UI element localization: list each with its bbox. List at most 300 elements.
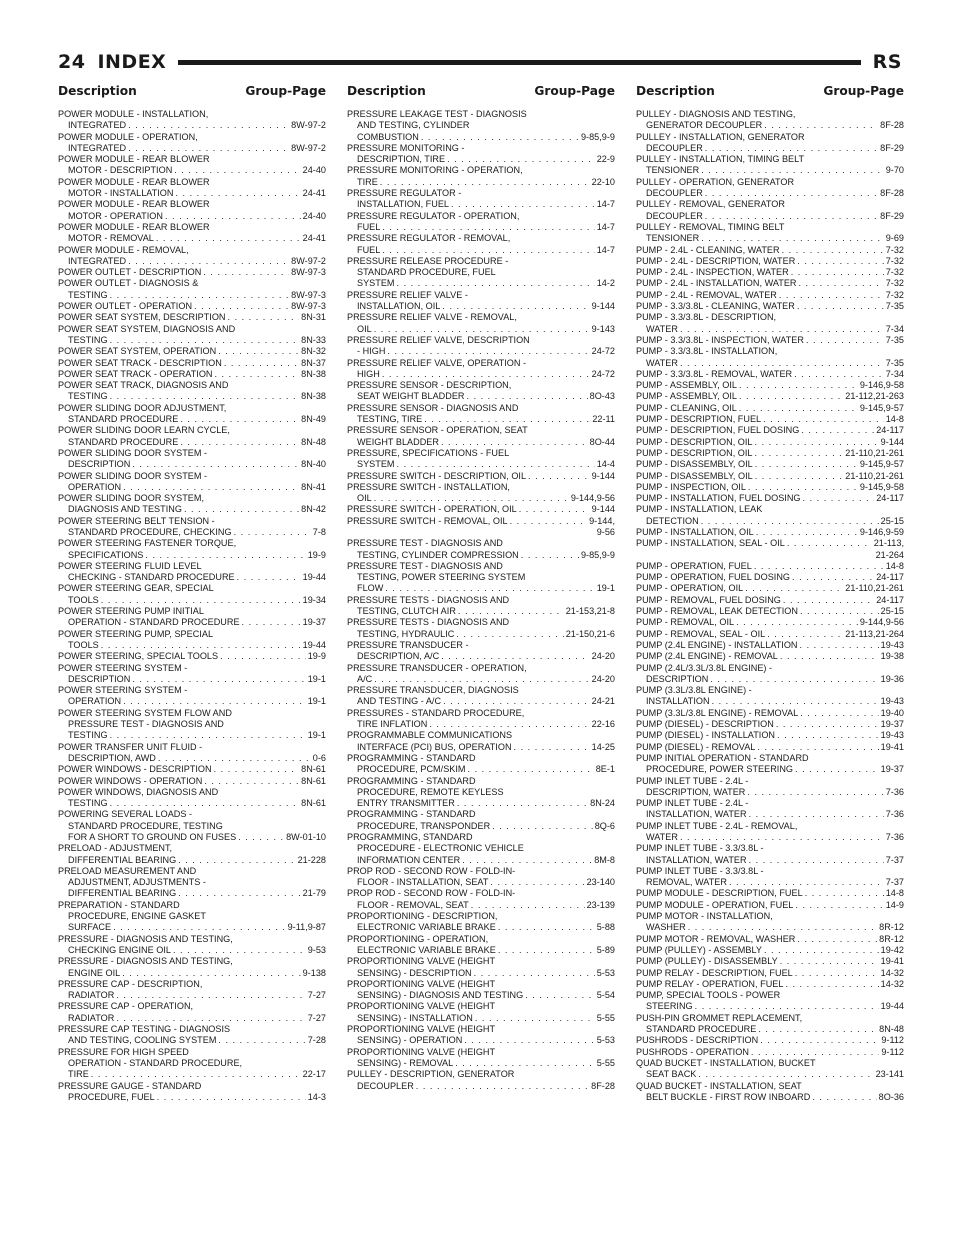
index-entry [636, 685, 904, 708]
dot-leader [528, 471, 590, 482]
entry-line [636, 391, 904, 402]
entry-page: 23-139 [586, 899, 615, 910]
index-entry [636, 132, 904, 155]
entry-page: 9-144 [591, 301, 615, 312]
entry-page: 5-54 [596, 990, 615, 1001]
index-entry [347, 776, 615, 810]
entry-line [636, 922, 904, 933]
entry-text: PUMP INLET TUBE - 3.3/3.8L - [636, 843, 764, 854]
entry-text: FUEL [357, 244, 381, 255]
entry-page: 21-110,21-261 [845, 583, 904, 594]
entry-page: 9-85,9-9 [580, 131, 615, 142]
entry-text: PRESSURE SENSOR - OPERATION, SEAT [347, 425, 528, 436]
dot-leader [458, 606, 564, 617]
entry-line [347, 900, 615, 911]
entry-text: PRESSURE, SPECIFICATIONS - FUEL [347, 447, 510, 458]
index-entry [636, 606, 904, 617]
entry-page: 8N-32 [301, 346, 326, 357]
entry-line [636, 516, 904, 527]
entry-text: PROPORTIONING - DESCRIPTION, [347, 911, 498, 922]
entry-page: 19-43 [880, 639, 904, 650]
entry-text: SENSING) - DIAGNOSIS AND TESTING [357, 990, 524, 1001]
entry-page: 8N-41 [301, 481, 326, 492]
entry-text: POWER STEERING GEAR, SPECIAL [58, 583, 214, 594]
entry-text: PRESSURE - DIAGNOSIS AND TESTING, [58, 933, 233, 944]
entry-page: 9-85,9-9 [580, 549, 615, 560]
dot-leader [234, 527, 311, 538]
entry-line [58, 832, 326, 843]
entry-page: 24-117 [876, 425, 904, 436]
entry-page: 21-113, [873, 538, 904, 549]
index-entry [58, 448, 326, 471]
entry-page: 22-9 [596, 154, 615, 165]
entry-text: TESTING, CLUTCH AIR [357, 606, 456, 617]
entry-line [347, 945, 615, 956]
entry-text: POWER STEERING SYSTEM - [58, 685, 188, 696]
entry-page: 19-41 [880, 741, 904, 752]
entry-line [347, 877, 615, 888]
dot-leader [782, 245, 884, 256]
entry-line [58, 888, 326, 899]
entry-text: POWER OUTLET - DIAGNOSIS & [58, 278, 199, 289]
entry-text: HIGH [357, 368, 380, 379]
entry-text: DESCRIPTION, A/C [357, 651, 440, 662]
entry-line [347, 764, 615, 775]
dot-leader [794, 369, 884, 380]
dot-leader [397, 459, 595, 470]
index-entry [636, 979, 904, 990]
entry-text: TESTING, CYLINDER COMPRESSION [357, 549, 519, 560]
entry-line [58, 256, 326, 267]
dot-leader [416, 1081, 589, 1092]
entry-text: PRESSURE TESTS - DIAGNOSIS AND [347, 594, 510, 605]
index-entry [347, 617, 615, 640]
entry-line [636, 369, 904, 380]
entry-text: POWERING SEVERAL LOADS - [58, 809, 193, 820]
index-entry [636, 572, 904, 583]
entry-page: 7-36 [885, 786, 904, 797]
entry-line [347, 1081, 615, 1092]
dot-leader [755, 437, 879, 448]
entry-page: 22-16 [591, 719, 615, 730]
entry-text: PRESSURE TEST - DIAGNOSIS AND [68, 719, 224, 730]
entry-text: TOOLS [68, 594, 99, 605]
entry-line [58, 730, 326, 741]
index-entry [347, 1069, 615, 1092]
entry-line [347, 391, 615, 402]
entry-text: PROCEDURE, FUEL [68, 1091, 155, 1102]
index-entry [58, 516, 326, 539]
entry-page: 14-8 [885, 888, 904, 899]
entry-text: SENSING) - OPERATION [357, 1035, 463, 1046]
entry-text: PROGRAMMING, STANDARD [347, 832, 473, 842]
index-entry [347, 809, 615, 832]
index-entry [58, 708, 326, 742]
index-entry [636, 1081, 904, 1104]
entry-page: 8E-1 [595, 764, 615, 775]
dot-leader [194, 301, 289, 312]
entry-text: PUMP - INSPECTION, OIL [636, 481, 746, 492]
entry-line [636, 696, 904, 707]
dot-leader [751, 1047, 879, 1058]
index-entry [636, 651, 904, 662]
entry-page: 19-34 [302, 594, 326, 605]
index-entry [636, 109, 904, 132]
index-entry [347, 538, 615, 561]
entry-line [347, 719, 615, 730]
entry-text: GENERATOR DECOUPLER [646, 120, 763, 131]
entry-text: MOTOR - OPERATION [68, 210, 163, 221]
index-entry [636, 538, 904, 561]
index-entry [636, 301, 904, 312]
entry-text: WEIGHT BLADDER [357, 436, 439, 447]
index-entry [347, 595, 615, 618]
dot-leader [492, 821, 593, 832]
entry-text: POWER STEERING PUMP INITIAL [58, 606, 204, 617]
entry-text: PROCEDURE, REMOTE KEYLESS [357, 786, 504, 797]
index-entry [636, 640, 904, 651]
dot-leader [397, 278, 595, 289]
entry-text: PRELOAD MEASUREMENT AND [58, 865, 197, 876]
index-entry [347, 956, 615, 979]
entry-page: 19-1 [307, 696, 326, 707]
dot-leader [701, 233, 883, 244]
entry-text: MOTOR - INSTALLATION [68, 188, 174, 199]
dot-leader [228, 312, 300, 323]
entry-text: PUMP - 3.3/3.8L - DESCRIPTION, [636, 312, 777, 323]
entry-text: PUMP - REMOVAL, LEAK DETECTION [636, 606, 798, 617]
entry-text: DECOUPLER [646, 210, 703, 221]
index-entry [636, 391, 904, 402]
entry-text: TESTING [68, 334, 108, 345]
entry-page: 9-144, [589, 515, 615, 526]
entry-text: TESTING, POWER STEERING SYSTEM [357, 572, 526, 583]
entry-text: PUMP - CLEANING, OIL [636, 402, 737, 413]
dot-leader [701, 516, 879, 527]
entry-text: INFORMATION CENTER [357, 854, 461, 865]
entry-text: PUMP INLET TUBE - 2.4L - [636, 798, 749, 809]
index-entry [636, 719, 904, 730]
entry-text: PUMP (3.3L/3.8L ENGINE) - [636, 685, 752, 696]
dot-leader [218, 1035, 305, 1046]
entry-text: INTERFACE (PCI) BUS, OPERATION [357, 741, 512, 752]
entry-text: PUMP (DIESEL) - REMOVAL [636, 741, 756, 752]
index-entry [636, 595, 904, 606]
entry-page: 19-38 [880, 651, 904, 662]
dot-leader [812, 1092, 876, 1103]
entry-page: 8O-43 [589, 391, 615, 402]
entry-line [636, 1001, 904, 1012]
entry-line [58, 290, 326, 301]
dot-leader [180, 414, 299, 425]
entry-line [636, 256, 904, 267]
entry-text: FUEL [357, 221, 381, 232]
dot-leader [764, 120, 878, 131]
entry-text: PUMP - ASSEMBLY, OIL [636, 391, 737, 402]
dot-leader [184, 504, 299, 515]
index-entry [636, 1035, 904, 1046]
entry-line [636, 561, 904, 572]
entry-line [58, 527, 326, 538]
entry-text: POWER TRANSFER UNIT FLUID - [58, 741, 203, 752]
index-entry [58, 843, 326, 866]
dot-leader [525, 990, 595, 1001]
index-entry [58, 742, 326, 765]
entry-page: 8N-48 [879, 1024, 904, 1035]
entry-page: 9-146,9-59 [859, 526, 904, 537]
entry-text: PUMP (2.4L ENGINE) - INSTALLATION [636, 639, 798, 650]
index-entry [347, 188, 615, 211]
entry-text: PUMP INLET TUBE - 2.4L - [636, 775, 749, 786]
entry-text: POWER SEAT TRACK, DIAGNOSIS AND [58, 380, 229, 391]
entry-text: PUMP - 2.4L - INSPECTION, WATER [636, 267, 789, 278]
entry-page: 9-145,9-57 [859, 459, 904, 470]
entry-text: POWER STEERING BELT TENSION - [58, 515, 215, 526]
entry-text: PRESSURE REGULATOR - REMOVAL, [347, 233, 511, 244]
entry-text: TESTING, TIRE [357, 414, 423, 425]
entry-line [58, 640, 326, 651]
entry-line [636, 888, 904, 899]
dot-leader [457, 798, 588, 809]
entry-page: 8N-31 [301, 312, 326, 323]
entry-page: 24-40 [302, 165, 326, 176]
entry-text: PUSH-PIN GROMMET REPLACEMENT, [636, 1012, 803, 1023]
dot-leader [760, 1035, 879, 1046]
dot-leader [224, 358, 299, 369]
index-entry [347, 934, 615, 957]
entry-line [58, 674, 326, 685]
entry-text: PRESSURE TEST - DIAGNOSIS AND [347, 538, 503, 549]
index-entry [636, 278, 904, 289]
entry-line [58, 312, 326, 323]
index-entry [58, 1001, 326, 1024]
entry-text: TENSIONER [646, 165, 700, 176]
entry-text: PROPORTIONING VALVE (HEIGHT [347, 978, 496, 989]
dot-leader [801, 425, 874, 436]
dot-leader [455, 1058, 595, 1069]
entry-text: SENSING) - DESCRIPTION [357, 967, 472, 978]
entry-line [347, 199, 615, 210]
dot-leader [214, 764, 300, 775]
index-entry [58, 403, 326, 426]
entry-line [347, 583, 615, 594]
entry-text: PUMP, SPECIAL TOOLS - POWER [636, 990, 781, 1001]
dot-leader [116, 1013, 305, 1024]
entry-text: TESTING [68, 289, 108, 300]
entry-page: 14-8 [885, 414, 904, 425]
entry-text: PUMP - REMOVAL, OIL [636, 617, 735, 628]
entry-page: 21-153,21-8 [565, 606, 615, 617]
entry-text: PUMP INITIAL OPERATION - STANDARD [636, 752, 809, 763]
dot-leader [763, 414, 884, 425]
index-entry [636, 471, 904, 482]
entry-text: PRESSURE TRANSDUCER - OPERATION, [347, 662, 527, 673]
entry-line [58, 968, 326, 979]
dot-leader [795, 968, 879, 979]
column-header [347, 84, 615, 108]
entry-text: PUMP (2.4L/3.3L/3.8L ENGINE) - [636, 662, 773, 673]
entry-line [58, 414, 326, 425]
index-column-1 [58, 84, 326, 1103]
dot-leader [767, 629, 843, 640]
index-entry [58, 301, 326, 312]
index-entry [347, 312, 615, 335]
entry-text: OPERATION - STANDARD PROCEDURE, [68, 1057, 243, 1068]
entry-text: MOTOR - DESCRIPTION [68, 165, 173, 176]
entry-page: 7-32 [885, 267, 904, 278]
entry-text: INSTALLATION, OIL [357, 301, 441, 312]
dot-leader [755, 471, 844, 482]
entry-line [347, 414, 615, 425]
entry-text: DESCRIPTION [68, 673, 131, 684]
entry-line [636, 380, 904, 391]
entry-page: 25-15 [880, 606, 904, 617]
entry-text: PUMP - 2.4L - CLEANING, WATER [636, 244, 780, 255]
entry-text: ENGINE OIL [68, 967, 121, 978]
index-entry [636, 154, 904, 177]
index-entry [347, 1001, 615, 1024]
dot-leader [680, 358, 884, 369]
entry-page: 19-44 [302, 572, 326, 583]
index-entry [636, 380, 904, 391]
entry-text: PUMP - DESCRIPTION, FUEL [636, 414, 762, 425]
entry-page: 8N-33 [301, 334, 326, 345]
dot-leader [424, 414, 590, 425]
entry-text: PUMP - ASSEMBLY, OIL [636, 380, 737, 391]
entry-text: PUMP - INSTALLATION, OIL [636, 526, 754, 537]
entry-text: PUMP RELAY - OPERATION, FUEL [636, 978, 784, 989]
dot-leader [385, 583, 594, 594]
index-entry [58, 1047, 326, 1081]
entry-text: PUSHRODS - OPERATION [636, 1046, 749, 1057]
index-column-2 [347, 84, 615, 1103]
entry-page: 5-89 [596, 944, 615, 955]
dot-leader [705, 143, 878, 154]
entry-line [347, 245, 615, 256]
entry-page: 14-7 [596, 199, 615, 210]
entry-page: 23-141 [875, 1069, 904, 1080]
entry-page-continued: 21-264 [875, 549, 904, 560]
entry-text: PRESSURE RELIEF VALVE, OPERATION - [347, 357, 527, 368]
entry-text: PRESSURE SWITCH - INSTALLATION, [347, 481, 510, 492]
index-entry [58, 132, 326, 155]
dot-leader [805, 888, 884, 899]
entry-text: POWER SEAT SYSTEM, DESCRIPTION [58, 312, 226, 323]
entry-line [347, 742, 615, 753]
entry-page: 14-8 [885, 560, 904, 571]
entry-page: 21-150,21-6 [565, 628, 615, 639]
entry-text: PUMP - 3.3/3.8L - INSTALLATION, [636, 346, 778, 357]
entry-line [58, 617, 326, 628]
index-entry [347, 233, 615, 256]
index-entry [58, 177, 326, 200]
entry-line [347, 516, 615, 527]
entry-text: SYSTEM [357, 278, 395, 289]
entry-line [347, 346, 615, 357]
entry-line [636, 595, 904, 606]
entry-page: 8N-38 [301, 368, 326, 379]
entry-text: SURFACE [68, 922, 112, 933]
entry-text: - HIGH [357, 346, 386, 357]
entry-line [347, 471, 615, 482]
entry-text: INSTALLATION, WATER [646, 854, 747, 865]
index-entry [58, 222, 326, 245]
entry-text: PRESSURE TRANSDUCER, DIAGNOSIS [347, 685, 519, 696]
dot-leader [695, 1001, 879, 1012]
entry-text: PRESSURE SENSOR - DIAGNOSIS AND [347, 402, 519, 413]
index-entry [347, 109, 615, 143]
index-entry [347, 685, 615, 708]
dot-leader [173, 945, 306, 956]
entry-page: 19-44 [880, 1001, 904, 1012]
dot-leader [122, 968, 300, 979]
entry-text: PUMP - OPERATION, FUEL [636, 560, 752, 571]
entry-page: 8W-01-10 [286, 832, 326, 842]
entry-page: 21-112,21-263 [845, 391, 904, 402]
entry-text: POWER SLIDING DOOR SYSTEM - [58, 447, 208, 458]
entry-line [636, 414, 904, 425]
dot-leader [451, 199, 595, 210]
entry-page: 5-53 [596, 1035, 615, 1046]
entry-line [347, 550, 615, 561]
entry-text: PUMP - 2.4L - INSTALLATION, WATER [636, 278, 797, 289]
index-entry [636, 843, 904, 866]
dot-leader [795, 764, 879, 775]
entry-line [636, 335, 904, 346]
entry-text: POWER SEAT TRACK - DESCRIPTION [58, 357, 222, 368]
dot-leader [165, 211, 301, 222]
entry-line [58, 1069, 326, 1080]
entry-text: OPERATION [68, 696, 122, 707]
entry-text: PRESSURE GAUGE - STANDARD [58, 1080, 202, 1091]
entry-line [636, 290, 904, 301]
dot-leader [729, 877, 884, 888]
index-entry [636, 335, 904, 346]
entry-line [58, 482, 326, 493]
entry-text: SEAT WEIGHT BLADDER [357, 391, 465, 402]
entry-text: PUMP RELAY - DESCRIPTION, FUEL [636, 967, 793, 978]
entry-line [347, 1035, 615, 1046]
entry-page: 19-37 [880, 764, 904, 775]
entry-line [636, 278, 904, 289]
entry-text: OPERATION - STANDARD PROCEDURE [68, 617, 240, 628]
entry-page: 7-35 [885, 301, 904, 312]
entry-text: TIRE INFLATION [357, 719, 428, 730]
index-entry [636, 222, 904, 245]
entry-text: PUMP MOTOR - INSTALLATION, [636, 911, 773, 922]
page-title: INDEX [97, 51, 167, 73]
entry-line [58, 990, 326, 1001]
entry-text: TIRE [68, 1069, 89, 1080]
index-entry [636, 990, 904, 1013]
entry-text: PUMP - 2.4L - REMOVAL, WATER [636, 289, 777, 300]
index-entry [347, 380, 615, 403]
entry-text: QUAD BUCKET - INSTALLATION, SEAT [636, 1080, 802, 1091]
entry-line [636, 425, 904, 436]
dot-leader [456, 629, 563, 640]
entry-page: 7-27 [307, 1012, 326, 1023]
dot-leader [128, 120, 289, 131]
entry-text: PUMP - REMOVAL, FUEL DOSING [636, 594, 781, 605]
entry-line [636, 324, 904, 335]
entry-line [58, 369, 326, 380]
entry-text: PUMP - OPERATION, FUEL DOSING [636, 572, 791, 583]
entry-text: AND TESTING - A/C [357, 696, 442, 707]
entry-page: 8W-97-2 [291, 255, 326, 266]
index-entry [636, 1047, 904, 1058]
entry-line [58, 267, 326, 278]
entry-line [58, 233, 326, 244]
